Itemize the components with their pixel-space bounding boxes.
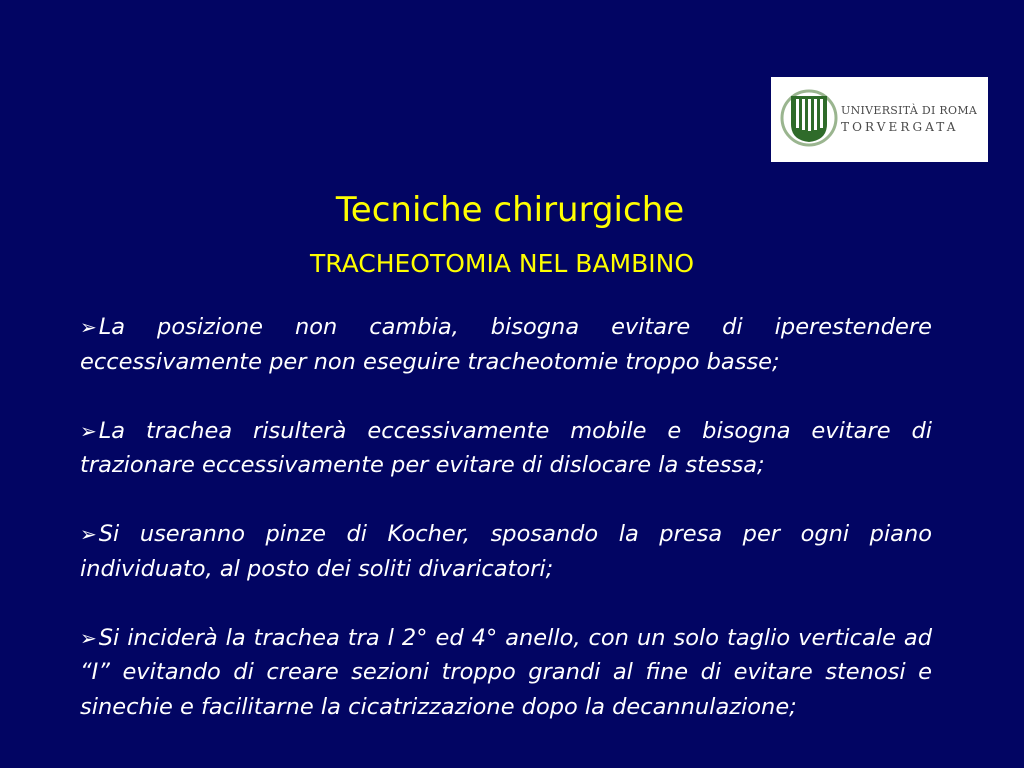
arrow-bullet-icon: ➢: [80, 315, 97, 339]
university-logo: [771, 77, 988, 162]
university-emblem-icon: [779, 88, 839, 148]
slide-title: [0, 187, 1024, 233]
bullet-list: [80, 310, 932, 724]
bullet-text: Si inciderà la trachea tra l 2° ed 4° anello, con un solo taglio verticale ad “I” evitando di creare sezioni troppo grandi al fine di evitare stenosi e sinechie e facilitarne la cicatrizzazione dopo la decannulazione;: [80, 624, 932, 720]
logo-text: [841, 104, 981, 134]
bullet-item: [80, 310, 932, 379]
arrow-bullet-icon: ➢: [80, 522, 97, 546]
bullet-text: Si useranno pinze di Kocher, sposando la presa per ogni piano individuato, al posto dei soliti divaricatori;: [80, 521, 932, 582]
bullet-item: [80, 414, 932, 483]
slide-title-text: Tecniche chirurgiche: [335, 190, 685, 230]
logo-university-name: UNIVERSITÀ DI ROMA: [841, 104, 978, 117]
arrow-bullet-icon: ➢: [80, 418, 97, 443]
arrow-bullet-icon: ➢: [80, 625, 97, 650]
slide-subtitle: TRACHEOTOMIA NEL BAMBINO: [309, 249, 695, 278]
logo-campus-name: TORVERGATA: [841, 120, 959, 134]
bullet-text: La trachea risulterà eccessivamente mobile e bisogna evitare di trazionare eccessivamente per evitare di dislocare la stessa;: [80, 417, 932, 478]
bullet-item: [80, 621, 932, 725]
bullet-text: La posizione non cambia, bisogna evitare di iperestendere eccessivamente per non eseguire tracheotomie troppo basse;: [80, 314, 932, 375]
bullet-item: [80, 517, 932, 586]
